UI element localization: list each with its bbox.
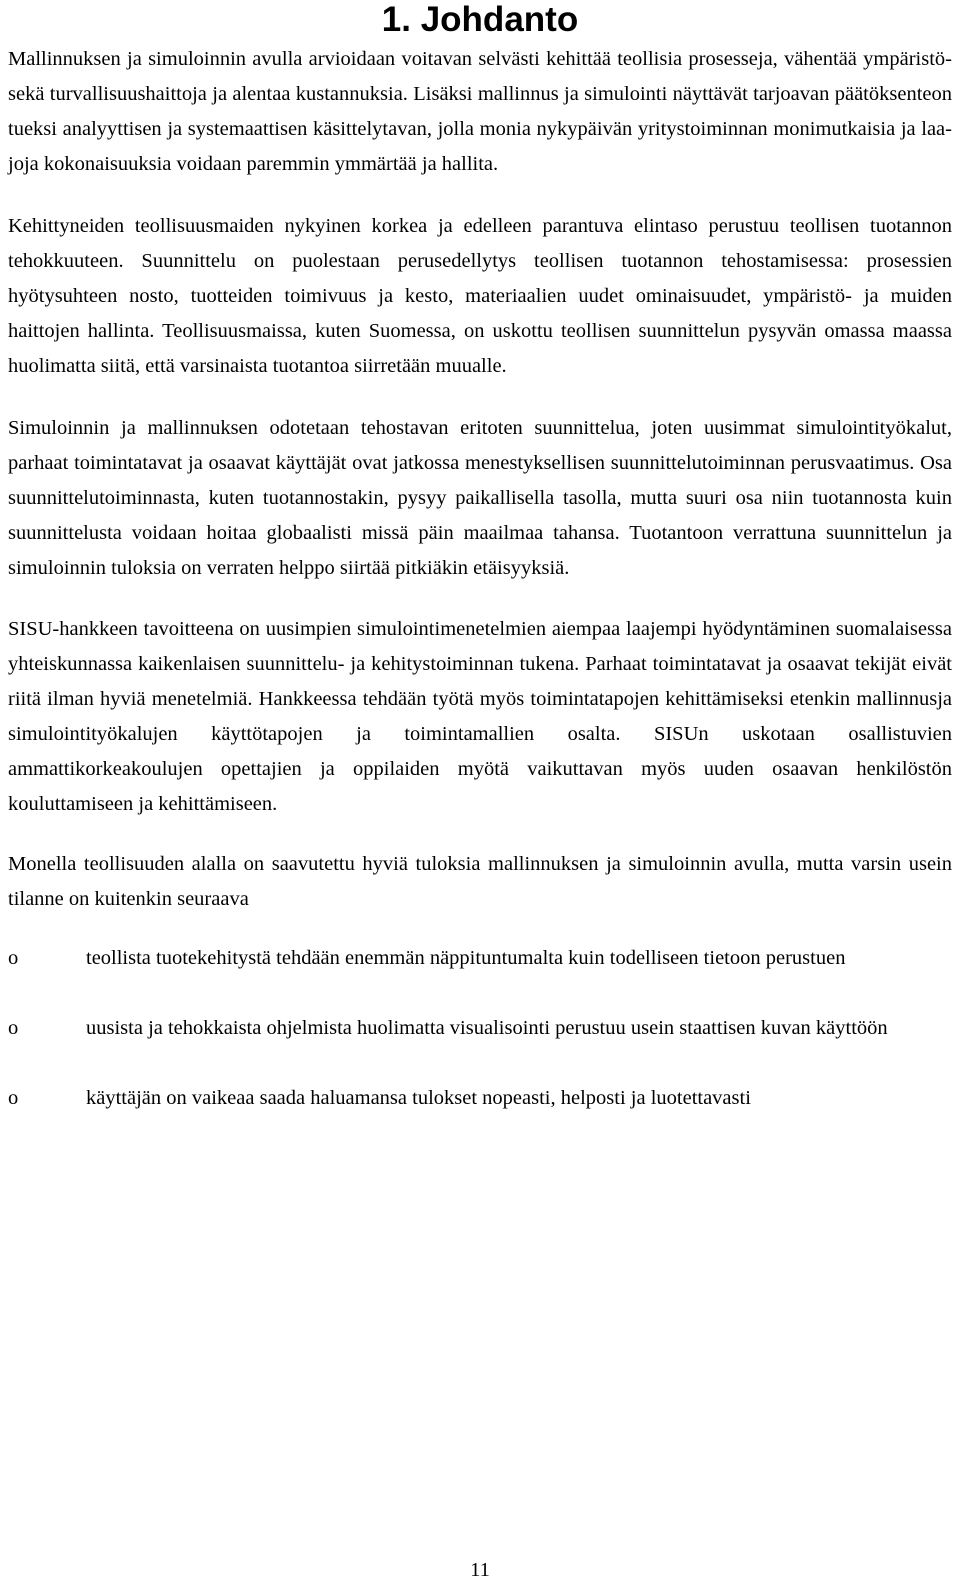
bullet-marker: o [8,1017,19,1039]
paragraph-simulation: Simuloinnin ja mallinnuksen odotetaan tehostavan eritoten suunnittelua, joten uusimmat simulointityökalut, parhaat toimintatavat ja osaavat käyttäjät ovat jatkossa menestyksellisen suunnittelutoiminnan perusvaatimus. Osa suunnittelutoiminnasta, kuten tuotannostakin, pysyy paikallisella tasolla, mutta suuri osa niin tuotannosta kuin suunnittelusta voidaan hoitaa globaalisti missä päin maailmaa tahansa. Tuotantoon verrattuna suunnittelun ja simuloinnin tuloksia on verraten helppo siirtää pitkiäkin etäisyyksiä. [8,417,952,579]
paragraph-sisu-project: SISU-hankkeen tavoitteena on uusimpien simulointimenetelmien aiempaa laajempi hyödyntäminen suomalaisessa yhteiskunnassa kaikenlaisen suunnittelu- ja kehitystoiminnan tukena. Parhaat toimintatavat ja osaavat tekijät eivät riitä ilman hyviä menetelmiä. Hankkeessa tehdään työtä myös toimintatapojen kehittämiseksi etenkin mallinnusja simulointityökalujen käyttötapojen ja toimintamallien osalta. SISUn uskotaan osallistuvien ammattikorkeakoulujen opettajien ja oppilaiden myötä vaikuttavan myös uuden osaavan henkilöstön kouluttamiseen ja kehittämiseen. [8,618,952,815]
list-item [8,1011,952,1046]
page-number: 11 [470,1559,490,1581]
situation-list [8,941,952,1116]
list-item-text: teollista tuotekehitystä tehdään enemmän näppituntumalta kuin todelliseen tietoon perustuen [86,947,846,969]
list-item-text: uusista ja tehokkaista ohjelmista huolimatta visualisointi perustuu usein staattisen kuvan käyttöön [86,1017,888,1039]
chapter-heading: 1. Johdanto [381,0,579,39]
paragraph-situation: Monella teollisuuden alalla on saavutettu hyviä tuloksia mallinnuksen ja simuloinnin avulla, mutta varsin usein tilanne on kuitenkin seuraava [8,853,952,910]
list-item [8,941,952,976]
list-item [8,1081,952,1116]
paragraph-intro: Mallinnuksen ja simuloinnin avulla arvioidaan voitavan selvästi kehittää teollisia prosesseja, vähentää ympäristö- sekä turvallisuushaittoja ja alentaa kustannuksia. Lisäksi mallinnus ja simulointi näyttävät tarjoavan päätöksenteon tueksi analyyttisen ja systemaattisen käsittelytavan, jolla monia nykypäivän yritystoiminnan monimutkaisia ja laajoja kokonaisuuksia voidaan paremmin ymmärtää ja hallita. [8,48,952,175]
document-page [8,0,952,1151]
bullet-marker: o [8,1087,19,1109]
paragraph-industry: Kehittyneiden teollisuusmaiden nykyinen korkea ja edelleen parantuva elintaso perustuu teollisen tuotannon tehokkuuteen. Suunnittelu on puolestaan perusedellytys teollisen tuotannon tehostamisessa: prosessien hyötysuhteen nosto, tuotteiden toimivuus ja kesto, materiaalien uudet ominaisuudet, ympäristö- ja muiden haittojen hallinta. Teollisuusmaissa, kuten Suomessa, on uskottu teollisen suunnittelun pysyvän omassa maassa huolimatta siitä, että varsinaista tuotantoa siirretään muualle. [8,215,952,377]
bullet-marker: o [8,947,19,969]
list-item-text: käyttäjän on vaikeaa saada haluamansa tulokset nopeasti, helposti ja luotettavasti [86,1087,751,1109]
